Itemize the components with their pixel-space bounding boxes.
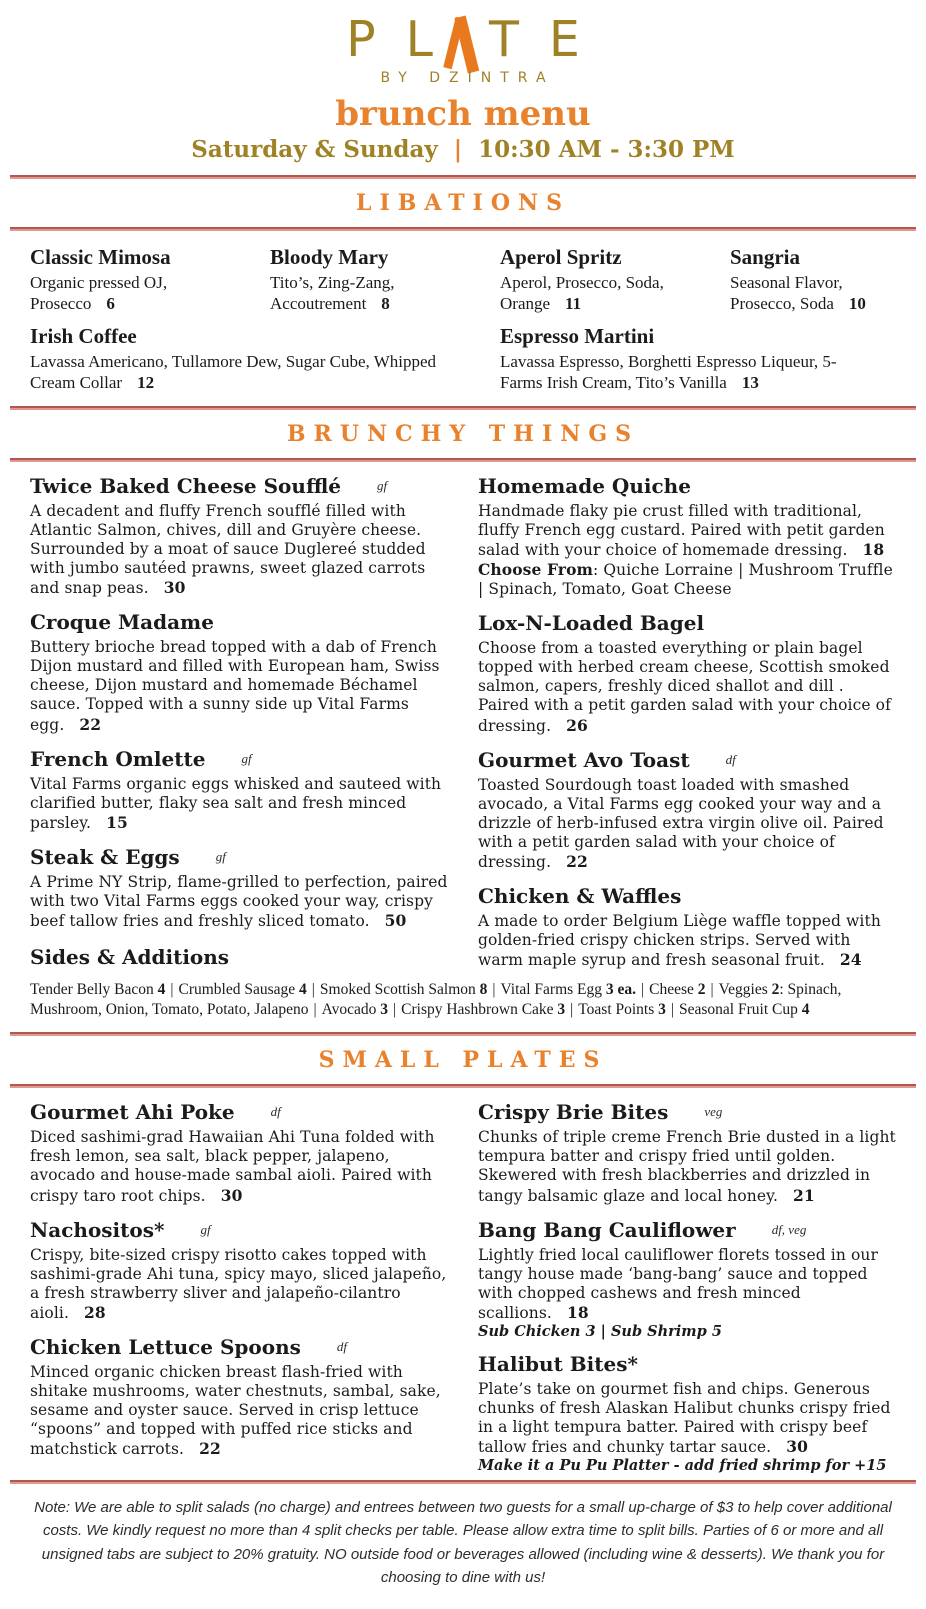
libations-row-1 — [30, 235, 896, 314]
item-name: Irish Coffee — [30, 324, 137, 349]
item-name-row — [478, 1206, 898, 1246]
side-label: Veggies — [718, 981, 768, 999]
item-description-text: A decadent and fluffy French soufflé filled with Atlantic Salmon, chives, dill and Gruyère cheese. Surrounded by a moat of sauce Duglereé studded with jumbo sautéed prawns, sweet glazed carrots and snap peas. — [30, 501, 426, 598]
diet-tag: df, veg — [771, 1221, 807, 1237]
sides-separator: | — [313, 1001, 317, 1019]
item-name: Chicken & Waffles — [478, 883, 682, 908]
page-title: brunch menu — [335, 94, 591, 134]
item-description-text: Chunks of triple creme French Brie dusted in a light tempura batter and crispy fried until golden. Skewered with fresh blackberries and drizzled in tangy balsamic glaze and local honey. — [478, 1128, 896, 1205]
menu-item — [478, 1088, 898, 1205]
menu-item — [30, 462, 450, 598]
item-description — [500, 352, 896, 393]
item-price: 18 — [566, 1302, 589, 1322]
sides-separator: | — [393, 1001, 397, 1019]
item-description-text: Seasonal Flavor, Prosecco, Soda — [730, 273, 843, 313]
menu-item — [500, 235, 730, 314]
menu-item — [500, 314, 896, 393]
item-name: Gourmet Ahi Poke — [30, 1100, 235, 1125]
item-name: Aperol Spritz — [500, 245, 622, 269]
side-price: 3 — [658, 1001, 666, 1019]
item-price: 6 — [106, 293, 115, 313]
side-label: Toast Points — [578, 1001, 655, 1019]
brand-name-te: TE — [488, 11, 610, 68]
side-label: Crispy Hashbrown Cake — [401, 1001, 554, 1019]
item-name-row — [478, 872, 898, 912]
section-title-libations: LIBATIONS — [355, 190, 571, 216]
item-description-text: A Prime NY Strip, flame-grilled to perfection, paired with two Vital Farms eggs cooked your way, crispy beef tallow fries and freshly sliced tomato. — [30, 872, 448, 930]
item-name-row — [30, 735, 450, 775]
item-price: 50 — [384, 910, 407, 930]
item-name-row — [30, 833, 450, 873]
item-price: 18 — [862, 540, 885, 560]
diet-tag: gf — [200, 1221, 211, 1237]
item-price: 26 — [566, 715, 588, 735]
item-name-row — [478, 462, 898, 502]
item-name: French Omlette — [30, 746, 206, 771]
brunchy-right-column — [478, 462, 898, 970]
sides-separator: | — [670, 1001, 675, 1019]
item-price: 11 — [565, 293, 582, 313]
item-description-text: Lavassa Americano, Tullamore Dew, Sugar Cube, Whipped Cream Collar — [30, 352, 437, 393]
menu-item — [30, 735, 450, 833]
item-description-text: Handmade flaky pie crust filled with traditional, fluffy French egg custard. Paired with petit garden salad with your choice of homemade dressing. — [478, 501, 885, 560]
item-note: Sub Chicken 3 | Sub Shrimp 5 — [478, 1322, 722, 1340]
menu-item — [478, 1206, 898, 1340]
menu-item — [478, 599, 898, 735]
item-description-text: Buttery brioche bread topped with a dab of French Dijon mustard and filled with European ham, Swiss cheese, Dijon mustard and homemade Béchamel sauce. Topped with a sunny side up Vital Farms egg. — [30, 638, 440, 734]
sides-additions-title: Sides & Additions — [30, 944, 230, 969]
item-price: 24 — [839, 950, 862, 969]
menu-item — [730, 235, 896, 314]
item-description — [270, 273, 500, 314]
item-name: Bloody Mary — [270, 245, 389, 269]
side-label: Tender Belly Bacon — [30, 981, 154, 999]
small-plates-section — [0, 1088, 926, 1480]
side-label: Avocado — [321, 1001, 377, 1019]
item-name-row — [30, 1088, 450, 1128]
item-price: 15 — [106, 812, 128, 832]
diet-tag: df — [725, 751, 736, 767]
item-description-text: A made to order Belgium Liège waffle topped with golden-fried crispy chicken strips. Served with warm maple syrup and fresh seasonal fruit. — [478, 911, 881, 969]
diet-tag: gf — [241, 750, 252, 766]
side-price: 3 — [380, 1001, 389, 1019]
side-price: 4 — [801, 1001, 810, 1019]
item-name: Sangria — [730, 245, 801, 269]
item-description — [30, 1128, 450, 1205]
sides-separator: | — [311, 981, 315, 999]
menu-item — [30, 235, 270, 314]
item-price: 13 — [741, 373, 759, 393]
item-description — [30, 873, 450, 931]
item-name: Classic Mimosa — [30, 245, 171, 269]
item-name: Steak & Eggs — [30, 844, 180, 869]
item-description — [500, 273, 730, 314]
brand-a-brushstroke-icon — [439, 14, 483, 74]
item-name-row — [478, 1088, 898, 1128]
item-name-row — [30, 1206, 450, 1246]
section-title-brunchy-things: BRUNCHY THINGS — [286, 420, 640, 447]
item-description-text: Organic pressed OJ, Prosecco — [30, 273, 168, 313]
item-description — [30, 638, 450, 734]
menu-item — [30, 598, 450, 734]
item-price: 30 — [786, 1437, 808, 1457]
item-name: Bang Bang Cauliflower — [478, 1217, 736, 1242]
item-price: 21 — [793, 1185, 815, 1205]
item-price: 22 — [199, 1439, 221, 1459]
item-name: Halibut Bites* — [478, 1351, 638, 1376]
item-price: 12 — [137, 373, 155, 393]
sides-separator: | — [641, 981, 645, 999]
item-price: 8 — [381, 293, 390, 313]
brand-name-pl: PL — [346, 11, 463, 68]
side-suffix: : Spinach, Mushroom, Onion, Tomato, Potato, Jalapeno — [30, 981, 842, 1019]
menu-item — [30, 833, 450, 931]
item-description — [478, 1128, 898, 1205]
item-description-text: Plate’s take on gourmet fish and chips. Generous chunks of fresh Alaskan Halibut chunks crispy fried in a light tempura batter. Paired with crispy beef tallow fries and chunky tartar sauce. — [478, 1379, 891, 1457]
item-description — [478, 502, 898, 560]
item-note: Make it a Pu Pu Platter - add fried shrimp for +15 — [478, 1457, 887, 1475]
item-name: Crispy Brie Bites — [478, 1100, 669, 1125]
footer-note: Note: We are able to split salads (no charge) and entrees between two guests for a small up-charge of $3 to help cover additional costs. We kindly request no more than 4 split checks per table. Please allow extra time to split bills. Parties of 6 or more and all unsigned tabs are subject to 20% gratuity. NO outside food or beverages allowed (including wine & desserts). We thank you for choosing to dine with us! — [34, 1499, 892, 1586]
side-price: 3 ea. — [605, 981, 637, 999]
diet-tag: gf — [377, 477, 388, 493]
sides-separator: | — [710, 981, 714, 999]
side-price: 4 — [299, 981, 307, 999]
small-plates-left-column — [30, 1088, 450, 1474]
menu-item — [478, 736, 898, 872]
section-title-small-plates: SMALL PLATES — [318, 1047, 608, 1074]
item-description — [730, 273, 896, 314]
item-name: Twice Baked Cheese Soufflé — [30, 473, 341, 498]
menu-item — [30, 1206, 450, 1323]
item-description-text: Toasted Sourdough toast loaded with smashed avocado, a Vital Farms egg cooked your way and a drizzle of herb-infused extra virgin olive oil. Paired with a petit garden salad with your choice of dressing. — [478, 775, 884, 871]
schedule-line — [0, 136, 926, 163]
item-description — [478, 776, 898, 872]
side-label: Cheese — [649, 981, 694, 999]
small-plates-right-column — [478, 1088, 898, 1474]
item-description-text: Lightly fried local cauliflower florets tossed in our tangy house made ‘bang-bang’ sauce and topped with chopped cashews and fresh minced scallions. — [478, 1245, 878, 1322]
item-options — [478, 560, 898, 599]
item-name-row — [30, 1323, 450, 1363]
brunchy-things-section — [0, 462, 926, 976]
side-price: 2 — [697, 981, 706, 999]
item-name: Croque Madame — [30, 610, 214, 635]
item-name: Lox-N-Loaded Bagel — [478, 611, 705, 636]
item-name: Chicken Lettuce Spoons — [30, 1334, 301, 1359]
schedule-days: Saturday & Sunday — [191, 136, 438, 163]
libations-section — [0, 231, 926, 406]
item-options-text: : Quiche Lorraine | Mushroom Truffle | Spinach, Tomato, Goat Cheese — [478, 561, 893, 599]
item-description-text: Vital Farms organic eggs whisked and sauteed with clarified butter, flaky sea salt and fresh minced parsley. — [30, 774, 442, 832]
brand-byline: BY DZINTRA — [380, 70, 555, 86]
section-divider — [10, 406, 916, 410]
item-name: Gourmet Avo Toast — [478, 747, 690, 772]
side-label: Crumbled Sausage — [178, 981, 296, 999]
item-description-text: Aperol, Prosecco, Soda, Orange — [500, 273, 664, 313]
item-price: 30 — [163, 578, 186, 598]
menu-item — [30, 1323, 450, 1459]
item-description-text: Choose from a toasted everything or plain bagel topped with herbed cream cheese, Scottish smoked salmon, capers, freshly diced shallot and dill . Paired with a petit garden salad with your choice of dressing. — [478, 639, 891, 735]
diet-tag: df — [270, 1104, 281, 1120]
menu-header — [0, 12, 926, 163]
section-divider — [10, 1032, 916, 1036]
item-description — [30, 1363, 450, 1459]
sides-separator: | — [170, 981, 174, 999]
side-label: Seasonal Fruit Cup — [679, 1001, 798, 1019]
side-label: Vital Farms Egg — [500, 981, 603, 999]
side-label: Smoked Scottish Salmon — [319, 981, 476, 999]
item-description-text: Tito’s, Zing-Zang, Accoutrement — [270, 273, 395, 313]
item-description — [478, 1246, 898, 1323]
side-price: 4 — [157, 981, 166, 999]
brunchy-left-column — [30, 462, 450, 970]
item-name-row — [478, 599, 898, 639]
item-name-row — [30, 598, 450, 638]
item-name: Espresso Martini — [500, 324, 655, 349]
menu-item — [478, 462, 898, 599]
section-divider — [10, 175, 916, 179]
side-price: 2 — [771, 981, 780, 999]
sides-separator: | — [570, 1001, 574, 1019]
item-description — [30, 273, 270, 314]
sides-additions-line — [0, 980, 926, 1020]
side-price: 3 — [557, 1001, 566, 1019]
item-price: 10 — [848, 293, 866, 313]
item-name-row — [478, 1340, 898, 1380]
menu-item — [478, 1340, 898, 1474]
diet-tag: veg — [704, 1104, 723, 1120]
diet-tag: df — [336, 1338, 348, 1354]
brand-logo — [316, 12, 610, 74]
diet-tag: gf — [215, 848, 226, 864]
item-description — [478, 912, 898, 970]
menu-item — [478, 872, 898, 970]
menu-item — [30, 314, 500, 393]
item-price: 30 — [220, 1185, 243, 1205]
item-price: 22 — [79, 714, 102, 734]
item-description — [478, 639, 898, 735]
menu-item — [30, 1088, 450, 1205]
item-options-label: Choose From — [478, 560, 594, 580]
item-description — [30, 502, 450, 598]
item-price: 28 — [83, 1302, 106, 1322]
item-price: 22 — [566, 851, 588, 871]
item-name: Homemade Quiche — [478, 473, 691, 498]
item-description-text: Minced organic chicken breast flash-fried with shitake mushrooms, water chestnuts, sambal, sake, sesame and oyster sauce. Served in crisp lettuce “spoons” and topped with puffed rice sticks and matchstick carrots. — [30, 1362, 441, 1459]
side-price: 8 — [479, 981, 488, 999]
item-description — [30, 775, 450, 833]
item-description-text: Crispy, bite-sized crispy risotto cakes topped with sashimi-grade Ahi tuna, spicy mayo, sliced jalapeño, a fresh strawberry sliver and jalapeño-cilantro aioli. — [30, 1245, 447, 1322]
item-name-row — [30, 462, 450, 502]
libations-row-2 — [30, 314, 896, 393]
item-name-row — [478, 736, 898, 776]
sides-separator: | — [492, 981, 496, 999]
schedule-hours: 10:30 AM - 3:30 PM — [478, 136, 735, 163]
item-description — [30, 352, 500, 393]
schedule-separator: | — [453, 136, 463, 163]
item-description-text: Lavassa Espresso, Borghetti Espresso Liqueur, 5-Farms Irish Cream, Tito’s Vanilla — [500, 352, 837, 393]
item-description-text: Diced sashimi-grad Hawaiian Ahi Tuna folded with fresh lemon, sea salt, black pepper, jalapeno, avocado and house-made sambal aioli. Paired with crispy taro root chips. — [30, 1128, 435, 1205]
footer — [0, 1484, 926, 1609]
item-description — [30, 1246, 450, 1323]
item-name: Nachositos* — [30, 1217, 165, 1242]
menu-item — [270, 235, 500, 314]
item-description — [478, 1380, 898, 1457]
